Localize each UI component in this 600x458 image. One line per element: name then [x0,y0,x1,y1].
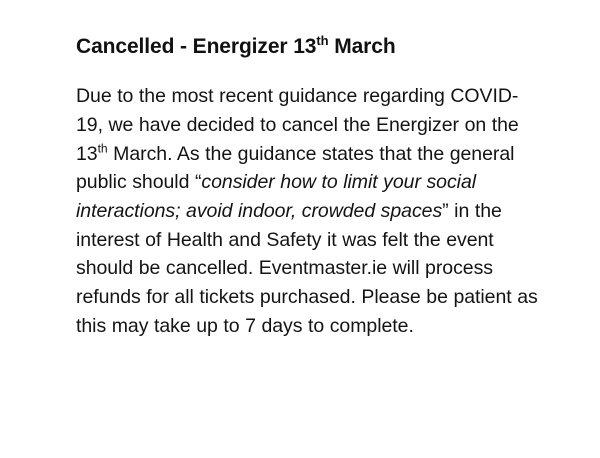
notice-body [76,82,538,340]
body-ordinal-suffix: th [97,141,108,156]
title-text-after: March [328,35,396,58]
title-text-before: Cancelled - Energizer 13 [76,35,317,58]
page-title [76,34,538,60]
body-segment-1: Due to the most recent guidance regarding COVID-19, we have decided to cancel the Energizer on the 13 [76,85,519,165]
guidance-quote: consider how to limit your social interactions; avoid indoor, crowded spaces [76,171,477,222]
body-segment-2: March. As the guidance states that the general public should “ [76,142,515,194]
title-ordinal-suffix: th [316,33,329,48]
body-segment-3: ” in the interest of Health and Safety it was felt the event should be cancelled. Eventmaster.ie will process refunds for all tickets purchased. Please be patient as this may take up to 7 days to complete. [76,199,538,337]
